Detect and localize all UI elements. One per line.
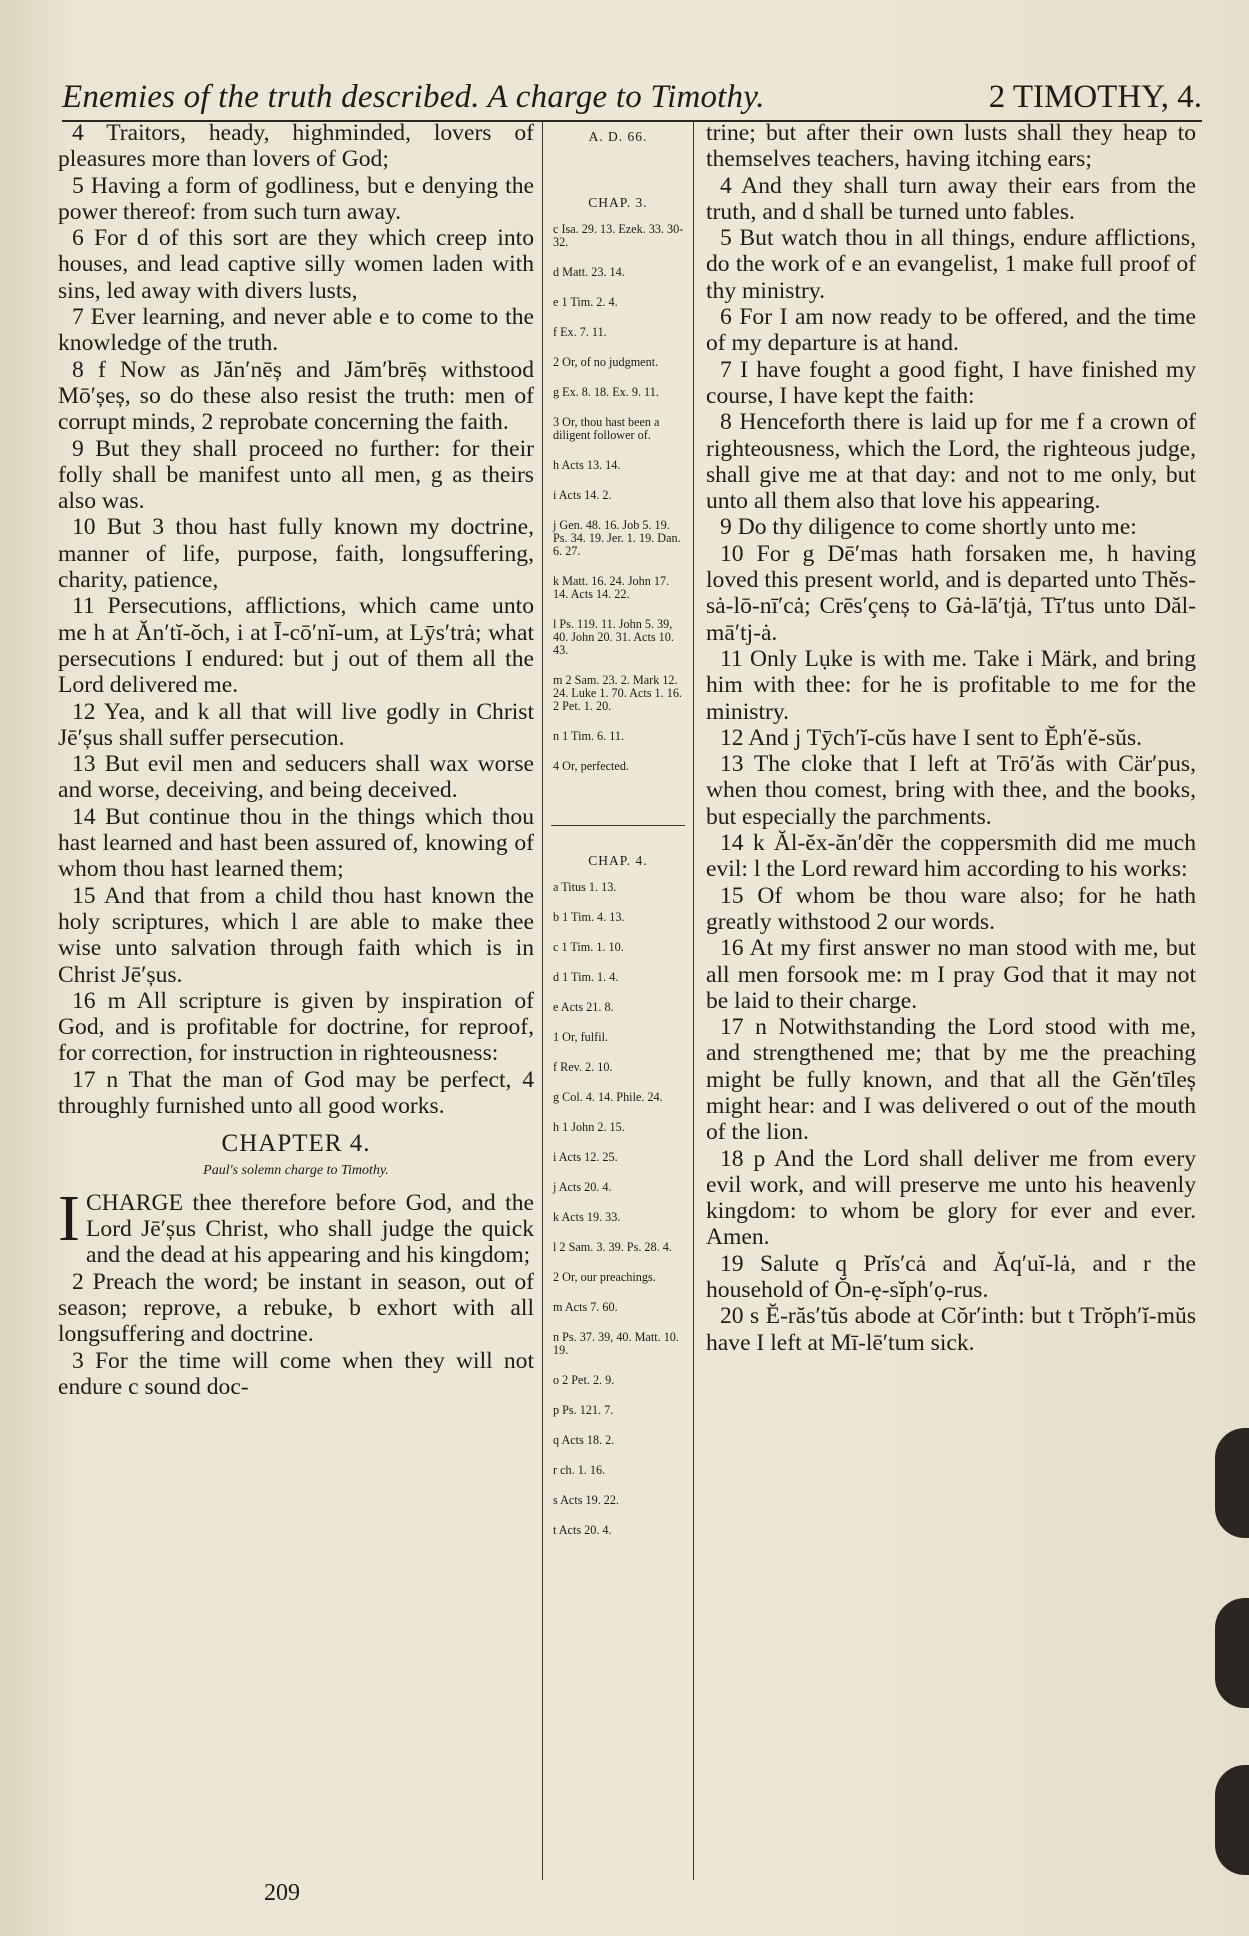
cross-reference: o 2 Pet. 2. 9. <box>553 1373 615 1387</box>
cross-reference: e 1 Tim. 2. 4. <box>553 295 618 309</box>
verse: 13 The cloke that I left at Trō′ăs with Cär′pus, when thou comest, bring with thee, and the books, but especially the parchments. <box>706 751 1196 830</box>
header-book-chapter: 2 TIMOTHY, 4. <box>988 79 1202 115</box>
verse: 8 Henceforth there is laid up for me f a crown of righteousness, which the Lord, the righteous judge, shall give me at that day: and not to me only, but unto all them also that love his appearing. <box>706 409 1196 515</box>
cross-reference: j Acts 20. 4. <box>553 1180 612 1194</box>
ref-chapter-label: CHAP. 3. <box>588 195 648 210</box>
cross-reference: g Col. 4. 14. Phile. 24. <box>553 1090 663 1104</box>
cross-reference: 1 Or, fulfil. <box>553 1030 609 1044</box>
year-marker: A. D. 66. <box>588 129 648 144</box>
verse: 11 Only Lụke is with me. Take i Märk, and bring him with thee: for he is profitable to me for the ministry. <box>706 645 1196 725</box>
cross-reference: m Acts 7. 60. <box>553 1300 618 1314</box>
cross-reference: d Matt. 23. 14. <box>553 265 625 279</box>
cross-reference: r ch. 1. 16. <box>553 1463 606 1477</box>
cross-reference: 4 Or, perfected. <box>553 759 629 773</box>
cross-reference: k Matt. 16. 24. John 17. 14. Acts 14. 22. <box>553 574 670 601</box>
cross-reference: n 1 Tim. 6. 11. <box>553 729 625 743</box>
verse: 12 Yea, and k all that will live godly in Christ Jē′șus shall suffer persecution. <box>58 698 534 751</box>
cross-reference: b 1 Tim. 4. 13. <box>553 910 625 924</box>
cross-reference-column <box>542 120 694 1880</box>
cross-reference: a Titus 1. 13. <box>553 880 617 894</box>
verse: 15 Of whom be thou ware also; for he hath greatly withstood 2 our words. <box>706 882 1196 935</box>
cross-reference: i Acts 14. 2. <box>553 488 612 502</box>
verse: trine; but after their own lusts shall they heap to themselves teachers, having itching ears; <box>706 120 1196 173</box>
thumb-index-tab[interactable] <box>1215 1428 1249 1538</box>
verse: 13 But evil men and seducers shall wax worse and worse, deceiving, and being deceived. <box>58 751 534 804</box>
header-topic: Enemies of the truth described. A charge to Timothy. <box>62 79 765 115</box>
cross-reference: q Acts 18. 2. <box>553 1433 615 1447</box>
cross-reference: j Gen. 48. 16. Job 5. 19. Ps. 34. 19. Jer. 1. 19. Dan. 6. 27. <box>553 518 681 558</box>
verse: 16 m All scripture is given by inspiration of God, and is profitable for doctrine, for reproof, for correction, for instruction in righteousness: <box>58 987 534 1067</box>
verse: 18 p And the Lord shall deliver me from every evil work, and will preserve me unto his heavenly kingdom: to whom be glory for ever and ever. Amen. <box>706 1145 1196 1251</box>
cross-reference: t Acts 20. 4. <box>553 1523 612 1537</box>
verse: 7 Ever learning, and never able e to come to the knowledge of the truth. <box>58 304 534 357</box>
cross-reference: k Acts 19. 33. <box>553 1210 621 1224</box>
verse: 11 Persecutions, afflictions, which came unto me h at Ăn′tĭ-ŏch, i at Ī-cō′nĭ-um, at Lȳs′trȧ; what persecutions I endured: but j out of them all the Lord delivered me. <box>58 593 534 699</box>
thumb-index-tab[interactable] <box>1215 1598 1249 1708</box>
verse: 9 Do thy diligence to come shortly unto me: <box>720 514 1137 541</box>
ref-chapter-label: CHAP. 4. <box>588 853 648 868</box>
verse: 14 k Ăl-ĕx-ăn′dẽr the coppersmith did me much evil: l the Lord reward him according to his works: <box>706 830 1196 883</box>
verse: 6 For d of this sort are they which creep into houses, and lead captive silly women laden with sins, led away with divers lusts, <box>58 225 534 304</box>
cross-reference: p Ps. 121. 7. <box>553 1403 614 1417</box>
verse: 5 Having a form of godliness, but e denying the power thereof: from such turn away. <box>58 172 534 225</box>
verse: 15 And that from a child thou hast known the holy scriptures, which l are able to make thee wise unto salvation through faith which is in Christ Jē′șus. <box>58 882 534 988</box>
cross-reference: f Rev. 2. 10. <box>553 1060 613 1074</box>
chapter-heading: CHAPTER 4. <box>221 1130 371 1158</box>
verse: 9 But they shall proceed no further: for their folly shall be manifest unto all men, g as theirs also was. <box>58 435 534 515</box>
verse: 3 For the time will come when they will not endure c sound doc- <box>58 1347 534 1400</box>
left-text-column <box>58 120 534 1400</box>
verse: 17 n That the man of God may be perfect, 4 throughly furnished unto all good works. <box>58 1066 534 1119</box>
cross-reference: c Isa. 29. 13. Ezek. 33. 30-32. <box>553 222 684 249</box>
cross-reference: 2 Or, our preachings. <box>553 1270 656 1284</box>
cross-reference: 2 Or, of no judgment. <box>553 355 659 369</box>
cross-reference: l 2 Sam. 3. 39. Ps. 28. 4. <box>553 1240 672 1254</box>
page-number: 209 <box>264 1880 300 1906</box>
verse: 14 But continue thou in the things which thou hast learned and hast been assured of, knowing of whom thou hast learned them; <box>58 803 534 883</box>
cross-reference: d 1 Tim. 1. 4. <box>553 970 619 984</box>
verse: 5 But watch thou in all things, endure afflictions, do the work of e an evangelist, 1 make full proof of thy ministry. <box>706 225 1196 304</box>
verse: 10 But 3 thou hast fully known my doctrine, manner of life, purpose, faith, longsuffering, charity, patience, <box>58 514 534 594</box>
cross-reference: i Acts 12. 25. <box>553 1150 618 1164</box>
right-text-column <box>706 120 1196 1356</box>
verse: 10 For g Dē′mas hath forsaken me, h having loved this present world, and is departed unto Thĕs-sȧ-lō-nī′cȧ; Crēs′çenș to Gȧ-lā′tjȧ, Tī′tus unto Dăl-mā′tj-ȧ. <box>706 540 1196 646</box>
verse: 6 For I am now ready to be offered, and the time of my departure is at hand. <box>706 304 1196 357</box>
verse: 4 Traitors, heady, highminded, lovers of pleasures more than lovers of God; <box>58 120 534 173</box>
running-header <box>62 70 1202 122</box>
cross-reference: n Ps. 37. 39, 40. Matt. 10. 19. <box>553 1330 679 1357</box>
cross-reference: e Acts 21. 8. <box>553 1000 614 1014</box>
column-divider <box>551 825 685 826</box>
verse: 17 n Notwithstanding the Lord stood with me, and strengthened me; that by me the preaching might be fully known, and that all the Gĕn′tīleș might hear: and I was delivered o out of the mouth of the lion. <box>706 1014 1196 1146</box>
drop-cap: I <box>58 1189 80 1255</box>
verse: 8 f Now as Jăn′nēș and Jăm′brēș withstood Mō′șeș, so do these also resist the truth: men of corrupt minds, 2 reprobate concerning the faith. <box>58 356 534 436</box>
cross-reference: l Ps. 119. 11. John 5. 39, 40. John 20. 31. Acts 10. 43. <box>553 617 674 657</box>
cross-reference: g Ex. 8. 18. Ex. 9. 11. <box>553 385 659 399</box>
chapter-summary: Paul's solemn charge to Timothy. <box>203 1162 389 1178</box>
verse: 19 Salute q Prĭs′cȧ and Ăq′uĭ-lȧ, and r the household of Ŏn-ẹ-sĭph′ọ-rus. <box>706 1250 1196 1304</box>
cross-reference: f Ex. 7. 11. <box>553 325 607 339</box>
cross-reference: h Acts 13. 14. <box>553 458 621 472</box>
cross-reference: h 1 John 2. 15. <box>553 1120 625 1134</box>
verse: 2 Preach the word; be instant in season, out of season; reprove, a rebuke, b exhort with all longsuffering and doctrine. <box>58 1268 534 1348</box>
verse: 16 At my first answer no man stood with me, but all men forsook me: m I pray God that it may not be laid to their charge. <box>706 935 1196 1014</box>
verse: 20 s Ĕ-răs′tŭs abode at Cŏr′inth: but t Trŏph′ĭ-mŭs have I left at Mī-lē′tum sick. <box>706 1303 1196 1356</box>
cross-reference: c 1 Tim. 1. 10. <box>553 940 624 954</box>
chapter-opening <box>58 1190 534 1269</box>
verse: 12 And j Tȳch′ĭ-cŭs have I sent to Ĕph′ĕ-sŭs. <box>720 724 1143 751</box>
verse: CHARGE thee therefore before God, and the Lord Jē′șus Christ, who shall judge the quick and the dead at his appearing and his kingdom; <box>85 1189 534 1269</box>
verse: 7 I have fought a good fight, I have finished my course, I have kept the faith: <box>706 356 1196 409</box>
cross-reference: 3 Or, thou hast been a diligent follower of. <box>553 415 660 442</box>
thumb-index-tab[interactable] <box>1215 1765 1249 1875</box>
verse: 4 And they shall turn away their ears from the truth, and d shall be turned unto fables. <box>706 172 1196 225</box>
cross-reference: s Acts 19. 22. <box>553 1493 620 1507</box>
cross-reference: m 2 Sam. 23. 2. Mark 12. 24. Luke 1. 70. Acts 1. 16. 2 Pet. 1. 20. <box>553 673 682 713</box>
